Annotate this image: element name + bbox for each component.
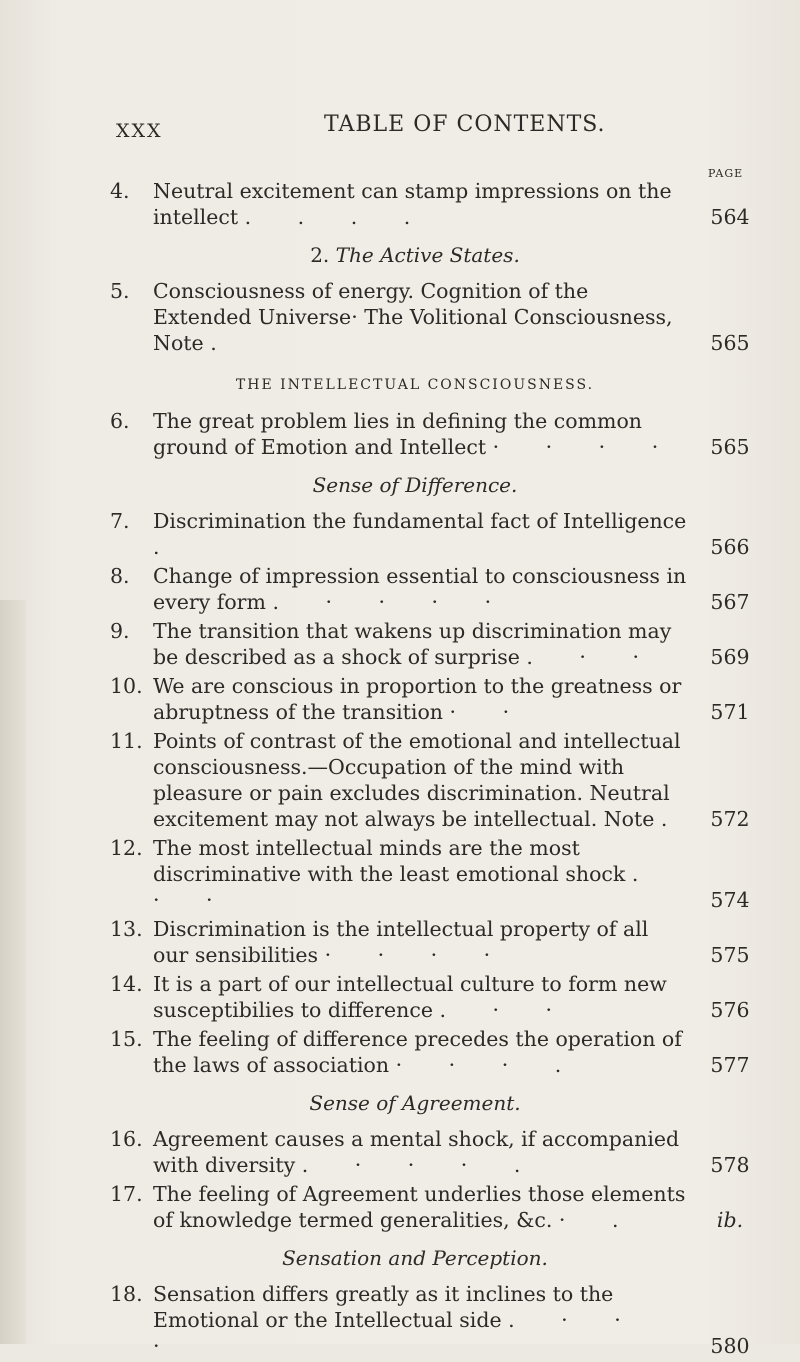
leader-dots: · · · . bbox=[395, 1053, 582, 1077]
running-head bbox=[0, 112, 800, 142]
section-heading-active-states bbox=[110, 242, 760, 268]
leader-dots: . bbox=[660, 807, 688, 831]
entry-page: 567 bbox=[710, 590, 750, 614]
leader-dots: · · bbox=[449, 700, 530, 724]
entry-number: 9. bbox=[110, 619, 130, 643]
toc-entry bbox=[110, 408, 760, 460]
entry-text: The feeling of Agreement underlies those elements of knowledge termed generalities, &c. bbox=[153, 1182, 686, 1232]
section-heading-sensation: Sensation and Perception. bbox=[282, 1246, 548, 1270]
page-roman-numeral: XXX bbox=[116, 120, 163, 142]
toc-entry bbox=[110, 618, 760, 670]
entry-page: 580 bbox=[710, 1334, 750, 1358]
toc-entry bbox=[110, 1126, 760, 1178]
toc-entry bbox=[110, 971, 760, 1023]
toc-entry bbox=[110, 278, 760, 356]
entry-page: 564 bbox=[710, 205, 750, 229]
entry-number: 4. bbox=[110, 179, 130, 203]
toc-entry bbox=[110, 178, 760, 230]
entry-number: 10. bbox=[110, 674, 143, 698]
entry-page: 566 bbox=[710, 535, 750, 559]
entry-text: The great problem lies in defining the common ground of Emotion and Intellect bbox=[153, 409, 643, 459]
entry-text: Change of impression essential to consciousness in every form bbox=[153, 564, 687, 614]
entry-page: 565 bbox=[710, 435, 750, 459]
entry-page: 578 bbox=[710, 1153, 750, 1177]
entry-page: 572 bbox=[710, 807, 750, 831]
entry-text: The transition that wakens up discrimination may be described as a shock of surprise bbox=[153, 619, 672, 669]
entry-page: 576 bbox=[710, 998, 750, 1022]
entry-text: The feeling of difference precedes the operation of the laws of association bbox=[153, 1027, 682, 1077]
entry-text: The most intellectual minds are the most discriminative with the least emotional shock bbox=[153, 836, 626, 886]
entry-number: 8. bbox=[110, 564, 130, 588]
entry-text: Consciousness of energy. Cognition of the Extended Universe· The Volitional Consciousness, Note bbox=[153, 279, 673, 355]
entry-page: 571 bbox=[710, 700, 750, 724]
entry-number: 12. bbox=[110, 836, 143, 860]
toc-entry bbox=[110, 673, 760, 725]
entry-number: 11. bbox=[110, 729, 143, 753]
entry-number: 13. bbox=[110, 917, 143, 941]
entry-number: 16. bbox=[110, 1127, 143, 1151]
entry-number: 17. bbox=[110, 1182, 143, 1206]
section-heading-agreement: Sense of Agreement. bbox=[309, 1091, 521, 1115]
entry-number: 15. bbox=[110, 1027, 143, 1051]
leader-dots: . · · bbox=[526, 645, 659, 669]
leader-dots: . · · · bbox=[153, 1308, 641, 1358]
entry-number: 6. bbox=[110, 409, 130, 433]
toc-entry bbox=[110, 1281, 760, 1359]
leader-dots: · · · · bbox=[492, 435, 679, 459]
entry-text: Points of contrast of the emotional and intellectual consciousness.—Occupation of the mind with pleasure or pain excludes discrimination. Neutral excitement may not always be intellectual. Note bbox=[153, 729, 681, 831]
toc-entry bbox=[110, 916, 760, 968]
leader-dots: · . bbox=[558, 1208, 639, 1232]
toc-entry bbox=[110, 563, 760, 615]
toc-entry bbox=[110, 1026, 760, 1078]
page-column-header: PAGE bbox=[708, 167, 744, 180]
entry-text: It is a part of our intellectual culture to form new susceptibilies to difference bbox=[153, 972, 667, 1022]
section-title: The Active States. bbox=[335, 243, 520, 267]
section-heading-difference: Sense of Difference. bbox=[312, 473, 518, 497]
running-title: TABLE OF CONTENTS. bbox=[324, 112, 606, 137]
section-number: 2. bbox=[310, 243, 330, 267]
entry-page: 577 bbox=[710, 1053, 750, 1077]
section-heading-intellectual: THE INTELLECTUAL CONSCIOUSNESS. bbox=[235, 377, 595, 393]
leader-dots: · · · · bbox=[324, 943, 511, 967]
toc-entry bbox=[110, 508, 760, 560]
entry-page: 569 bbox=[710, 645, 750, 669]
entry-text: Neutral excitement can stamp impressions on the intellect bbox=[153, 179, 672, 229]
toc-entry bbox=[110, 835, 760, 913]
entry-page: ib. bbox=[716, 1208, 744, 1232]
leader-dots: . . . . bbox=[244, 205, 431, 229]
leader-dots: . bbox=[153, 535, 180, 559]
entry-number: 5. bbox=[110, 279, 130, 303]
entry-number: 14. bbox=[110, 972, 143, 996]
leader-dots: . · · bbox=[439, 998, 573, 1022]
entry-number: 7. bbox=[110, 509, 130, 533]
entry-page: 575 bbox=[710, 943, 750, 967]
page-gutter-shadow bbox=[0, 600, 26, 1344]
leader-dots: . bbox=[210, 331, 237, 355]
entry-text: Discrimination the fundamental fact of Intelligence bbox=[153, 509, 687, 533]
leader-dots: . · · · . bbox=[301, 1153, 541, 1177]
leader-dots: . · · · · bbox=[272, 590, 512, 614]
leader-dots: . · · bbox=[153, 862, 659, 912]
entry-text: Discrimination is the intellectual property of all our sensibilities bbox=[153, 917, 649, 967]
contents-list bbox=[110, 178, 760, 1362]
entry-page: 574 bbox=[710, 888, 750, 912]
entry-number: 18. bbox=[110, 1282, 143, 1306]
entry-text: We are conscious in proportion to the greatness or abruptness of the transition bbox=[153, 674, 682, 724]
toc-entry bbox=[110, 728, 760, 832]
toc-entry bbox=[110, 1181, 760, 1233]
entry-text: Agreement causes a mental shock, if accompanied with diversity bbox=[153, 1127, 680, 1177]
entry-text: Sensation differs greatly as it inclines to the Emotional or the Intellectual side bbox=[153, 1282, 614, 1332]
entry-page: 565 bbox=[710, 331, 750, 355]
